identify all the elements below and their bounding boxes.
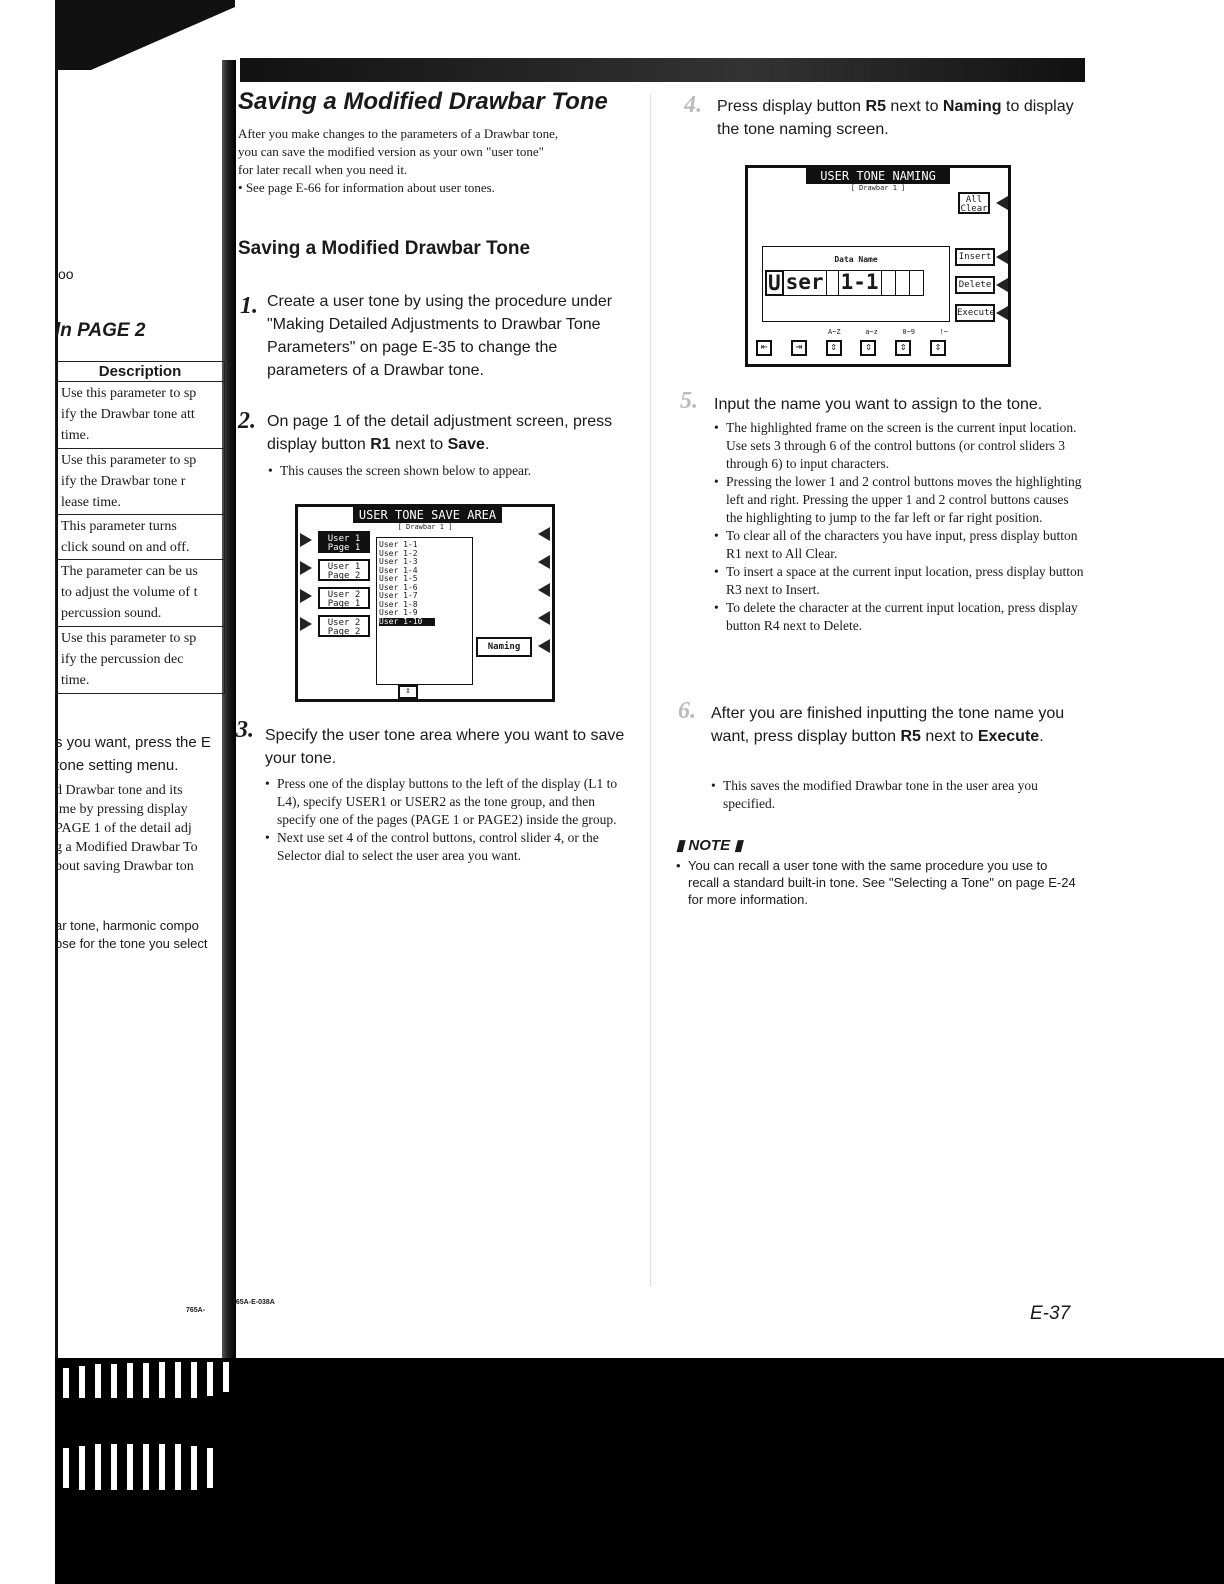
step-1-number: 1. [240,293,258,319]
intro-bullet: • See page E-66 for information about user tones. [238,180,495,195]
user2-page2-button[interactable]: User 2 Page 2 [318,615,370,637]
left-paragraph-1: s you want, press the E tone setting menu. [55,734,211,774]
save-area-screen [295,504,555,702]
scroll-updown-icon[interactable]: ⇕ [398,685,418,699]
list-item: • Pressing the lower 1 and 2 control buttons moves the highlighting left and right. Pressing the upper 1 and 2 control buttons causes the highlighting to jump to the far left or far right position. [714,473,1084,527]
list-item[interactable]: User 1-1 [379,540,418,549]
step-2-text: On page 1 of the detail adjustment screen, press display button R1 next to Save. [267,413,613,453]
list-item: • Press one of the display buttons to the left of the display (L1 to L4), specify USER1 or USER2 as the tone group, and then specify one of the pages (PAGE 1 or PAGE2) inside the group. [265,775,629,829]
name-input[interactable]: U ser 1-1 [765,270,949,296]
list-item: • Next use set 4 of the control buttons, control slider 4, or the Selector dial to select the user area you want. [265,829,629,865]
left-fragment-oo: oo [58,266,74,282]
updown-icon[interactable]: ⇕ [895,340,911,356]
step-4-number: 4. [684,92,702,118]
arrow-right-icon [300,561,312,575]
user1-page1-button[interactable]: User 1 Page 1 [318,531,370,553]
updown-icon[interactable]: ⇕ [930,340,946,356]
tone-naming-screen [745,165,1011,367]
table-row: Use this parameter to sp ify the Drawbar tone r lease time. [56,449,225,515]
step-1-text: Create a user tone by using the procedure under "Making Detailed Adjustments to Drawbar Tone Parameters" on page E-35 to change the parameters of a Drawbar tone. [267,293,613,379]
list-item[interactable]: User 1-3 [379,557,418,566]
list-item-selected[interactable]: User 1-10 [379,618,435,627]
list-item[interactable]: User 1-2 [379,548,418,558]
list-item[interactable]: User 1-9 [379,608,418,617]
step-2-bullets [268,462,628,480]
page-number: E-37 [1030,1303,1071,1324]
delete-button[interactable]: Delete [955,276,995,294]
arrow-left-icon [538,611,550,625]
list-item: • This saves the modified Drawbar tone in the user area you specified. [711,777,1081,813]
list-item: • To clear all of the characters you have input, press display button R1 next to All Clear. [714,527,1084,563]
step-5-number: 5. [680,388,698,414]
left-paragraph-3: ar tone, harmonic compo ose for the tone you select [55,918,208,951]
control-button-row [756,340,946,356]
table-header: Description [56,362,225,382]
arrow-left-icon [996,278,1008,292]
step-5-text: Input the name you want to assign to the tone. [714,396,1043,413]
updown-icon[interactable]: ⇕ [860,340,876,356]
execute-button[interactable]: Execute [955,304,995,322]
naming-screen-subtitle: [ Drawbar 1 ] [850,184,906,192]
step-3-number: 3. [236,717,254,743]
step-3-text: Specify the user tone area where you want to save your tone. [265,727,625,767]
arrow-right-icon [300,589,312,603]
left-footer-code: 765A- [186,1307,206,1314]
section-subtitle: Saving a Modified Drawbar Tone [238,238,531,259]
arrow-left-icon [538,639,550,653]
jump-right-icon[interactable]: ⇥ [791,340,807,356]
scan-binding-teeth [55,1358,265,1498]
list-item: • This causes the screen shown below to appear. [268,462,628,480]
all-clear-button[interactable]: All Clear [958,192,990,214]
list-item[interactable]: User 1-8 [379,599,418,609]
list-item[interactable]: User 1-5 [379,574,418,583]
column-divider [650,95,651,1285]
step-4-text: Press display button R5 next to Naming to display the tone naming screen. [717,98,1074,138]
arrow-left-icon [538,583,550,597]
step-2-number: 2. [238,408,256,434]
naming-screen-header: USER TONE NAMING [806,168,950,184]
user-area-list[interactable] [376,537,473,685]
data-name-frame [762,246,950,322]
arrow-left-icon [996,196,1008,210]
step-6-bullets [711,777,1081,813]
save-screen-subtitle: [ Drawbar 1 ] [397,523,453,531]
data-name-label: Data Name [834,255,878,264]
table-row: Use this parameter to sp ify the percussion dec time. [56,627,225,694]
arrow-left-icon [996,306,1008,320]
description-table [55,361,225,694]
step-5-bullets [714,419,1084,635]
arrow-right-icon [300,533,312,547]
step-6-text: After you are finished inputting the tone name you want, press display button R5 next to Execute. [711,705,1065,745]
list-item: • To insert a space at the current input location, press display button R3 next to Insert. [714,563,1084,599]
page-header-bar [240,58,1085,82]
list-item[interactable]: User 1-6 [379,582,418,592]
intro-text: After you make changes to the parameters of a Drawbar tone, you can save the modified version as your own "user tone" for later recall when you need it. • See page E-66 for information about user tones. [238,125,638,197]
jump-left-icon[interactable]: ⇤ [756,340,772,356]
arrow-left-icon [538,555,550,569]
user1-page2-button[interactable]: User 1 Page 2 [318,559,370,581]
scan-corner-shadow [55,0,235,70]
naming-button[interactable]: Naming [476,637,532,657]
save-screen-header: USER TONE SAVE AREA [353,507,502,523]
list-item: • The highlighted frame on the screen is the current input location. Use sets 3 through 6 of the control buttons (or control sliders 3 through 6) to input characters. [714,419,1084,473]
table-row: Use this parameter to sp ify the Drawbar tone att time. [56,382,225,449]
list-item[interactable]: User 1-4 [379,565,418,575]
arrow-right-icon [300,617,312,631]
list-item: • To delete the character at the current input location, press display button R4 next to Delete. [714,599,1084,635]
insert-button[interactable]: Insert [955,248,995,266]
left-page-heading: ln PAGE 2 [55,320,146,341]
note-text [676,857,1076,908]
step-3-bullets [265,775,629,865]
footer-code: 765A-E-038A [232,1299,275,1306]
table-row: The parameter can be us to adjust the volume of t percussion sound. [56,560,225,627]
note-heading: ▮ NOTE ▮ [676,837,743,854]
updown-icon[interactable]: ⇕ [826,340,842,356]
char-range-labels: A~Z a~z 0~9 !~ [828,328,948,336]
arrow-left-icon [996,250,1008,264]
page-title: Saving a Modified Drawbar Tone [238,88,608,115]
list-item[interactable]: User 1-7 [379,591,418,600]
book-spine-shadow [222,60,236,1360]
table-row: This parameter turns click sound on and off. [56,515,225,560]
arrow-left-icon [538,527,550,541]
user2-page1-button[interactable]: User 2 Page 1 [318,587,370,609]
list-item: • You can recall a user tone with the same procedure you use to recall a standard built-in tone. See "Selecting a Tone" on page E-24 for more information. [676,857,1076,908]
step-6-number: 6. [678,698,696,724]
left-paragraph-2: d Drawbar tone and its ime by pressing display PAGE 1 of the detail adj g a Modified Drawbar To bout saving Drawbar ton [55,783,198,874]
